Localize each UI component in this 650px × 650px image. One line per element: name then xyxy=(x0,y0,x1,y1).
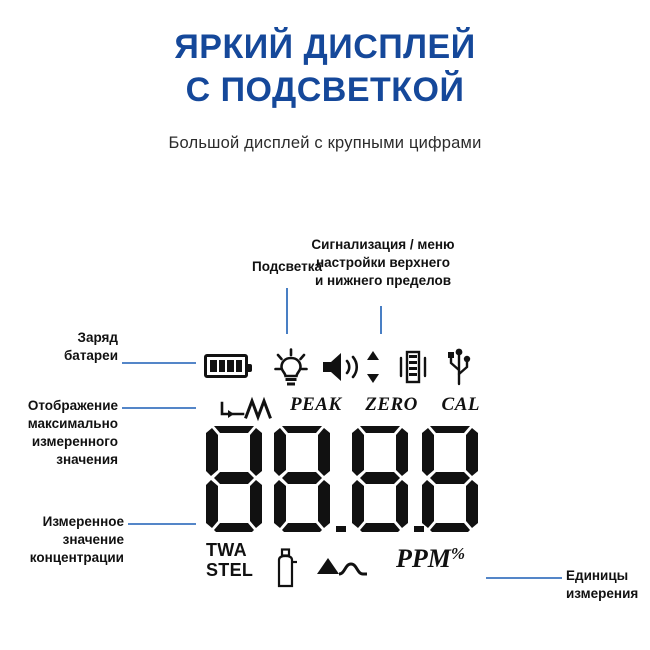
page-title-line-1: ЯРКИЙ ДИСПЛЕЙ xyxy=(174,28,476,66)
page-title-line-2: С ПОДСВЕТКОЙ xyxy=(185,70,465,109)
callout-peak-display: Отображение максимально измеренного значения xyxy=(27,398,118,467)
vibration-icon xyxy=(396,350,430,384)
backlight-bulb-icon xyxy=(274,348,308,386)
callout-alarm-menu: Сигнализация / меню настройки верхнего и нижнего пределов xyxy=(311,237,455,288)
lcd-status-row xyxy=(200,392,482,426)
twa-stel-labels xyxy=(206,540,253,580)
page-subtitle: Большой дисплей с крупными цифрами xyxy=(168,133,482,152)
gas-bottle-icon xyxy=(276,548,298,588)
usb-icon xyxy=(446,348,472,386)
callout-battery: Заряд батареи xyxy=(63,330,118,363)
lcd-bottom-row xyxy=(200,540,482,600)
callout-backlight: Подсветка xyxy=(252,259,322,274)
lcd-display xyxy=(196,334,486,609)
units-ppm: PPM xyxy=(396,544,451,573)
battery-icon xyxy=(204,354,248,378)
indicator-peak: PEAK xyxy=(290,394,342,415)
indicator-cal: CAL xyxy=(441,394,480,415)
lcd-digits xyxy=(202,422,480,532)
up-down-arrow-icon xyxy=(366,351,380,383)
label-stel: STEL xyxy=(206,560,254,581)
speaker-icon xyxy=(320,350,372,384)
units-percent: % xyxy=(450,544,466,563)
peak-arrow-icon xyxy=(220,395,274,423)
wave-icon xyxy=(314,554,370,582)
callout-measured-value: Измеренное значение концентрации xyxy=(29,514,124,565)
label-twa: TWA xyxy=(206,540,247,560)
lcd-indicator-labels xyxy=(290,394,480,416)
lcd-units xyxy=(396,544,465,574)
lcd-icon-row xyxy=(200,346,482,388)
indicator-zero: ZERO xyxy=(365,394,418,415)
callout-units: Единицы измерения xyxy=(566,568,639,601)
